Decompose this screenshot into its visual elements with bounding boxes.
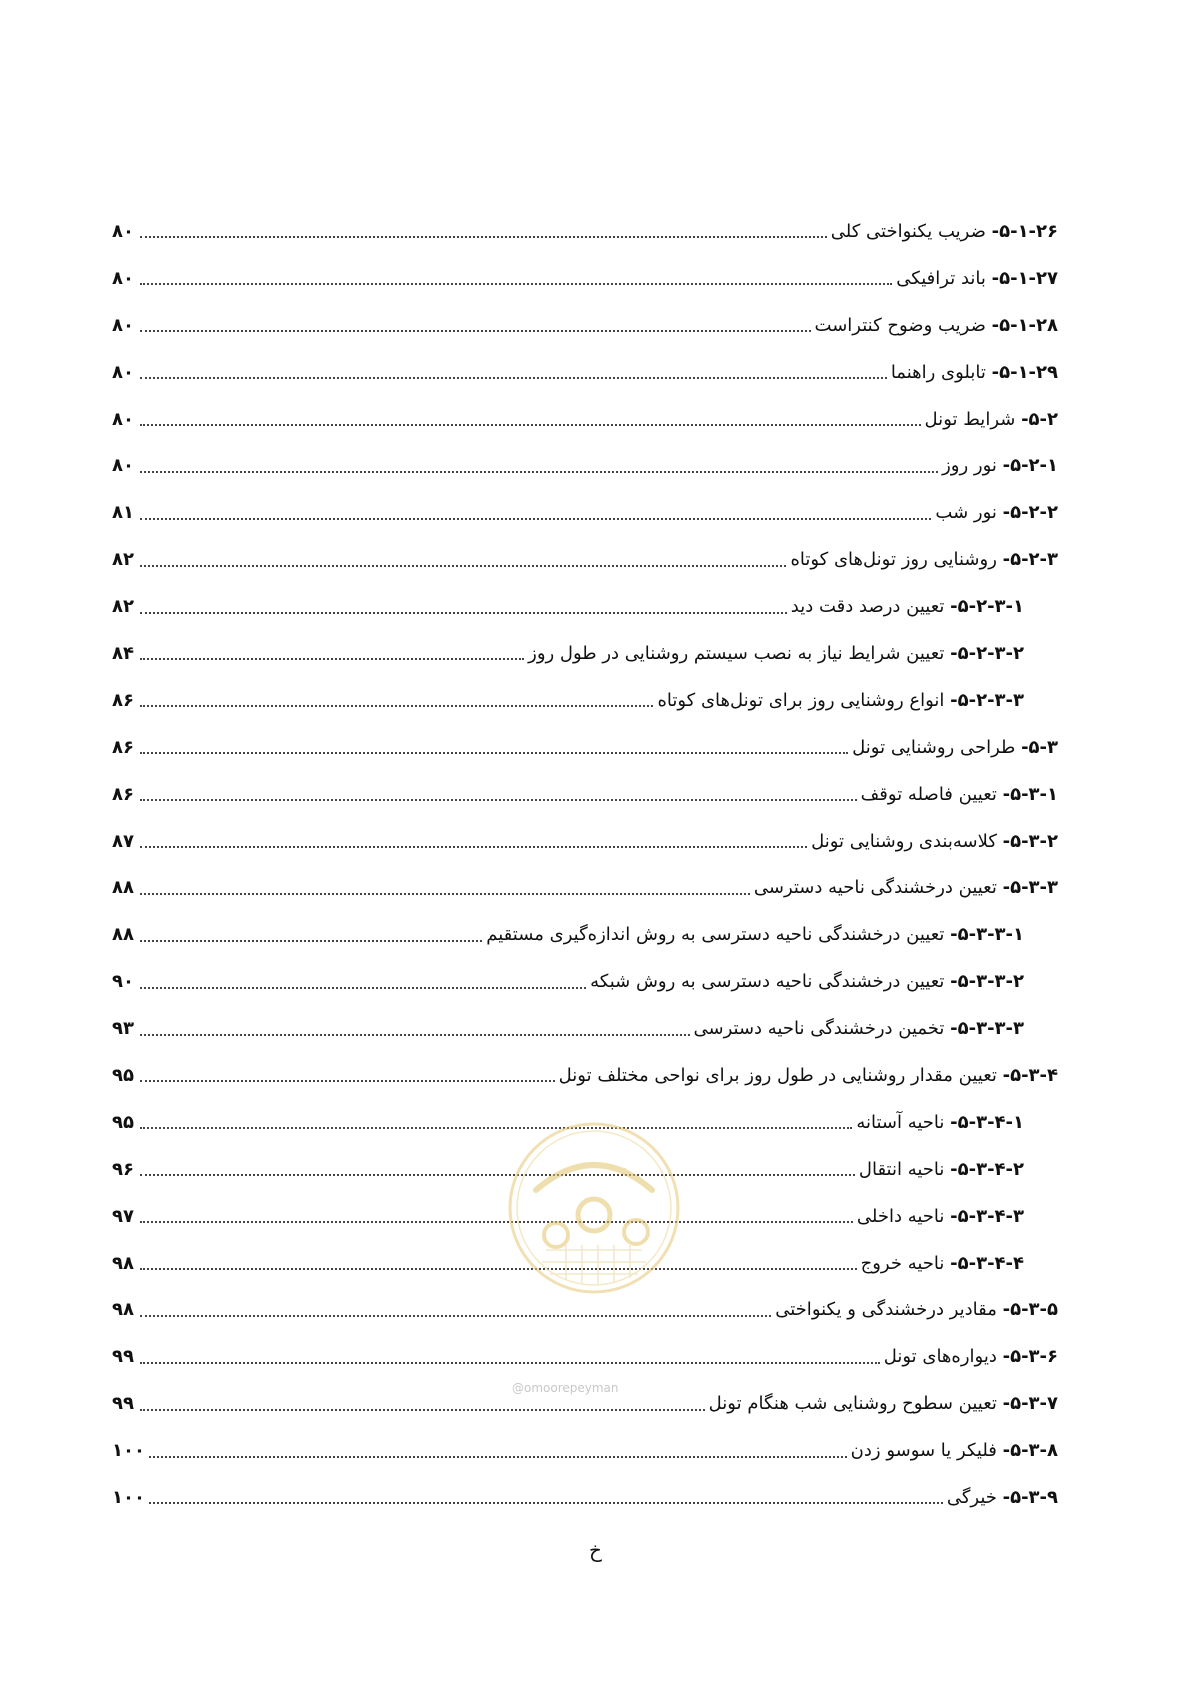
watermark-handle: @omoorepeyman: [512, 1381, 619, 1395]
toc-leader-dots: [140, 377, 887, 379]
toc-leader-dots: [140, 658, 524, 660]
toc-leader-dots: [149, 1502, 943, 1504]
toc-entry: [942, 455, 1058, 476]
toc-entry-number: ۵-۳-۷-: [1002, 1393, 1058, 1415]
toc-entry-title: شرایط تونل: [924, 408, 1022, 430]
toc-entry-number: ۵-۲-۳-: [1002, 549, 1058, 571]
toc-entry-number: ۵-۳-۳-۲-: [950, 971, 1024, 993]
toc-leader-dots: [140, 236, 827, 238]
toc-entry: [935, 502, 1058, 523]
toc-entry-number: ۵-۳-۹-: [1002, 1486, 1058, 1508]
toc-entry-number: ۵-۳-۱-: [1002, 783, 1058, 805]
toc-entry-title: خیرگی: [946, 1486, 1003, 1508]
toc-entry-title: تعیین فاصله توقف: [860, 783, 1003, 805]
toc-page-number: ۸۲: [112, 549, 134, 571]
toc-page-number: ۸۴: [112, 642, 134, 664]
toc-leader-dots: [140, 424, 921, 426]
toc-row[interactable]: [112, 255, 1058, 302]
toc-row[interactable]: [112, 1333, 1058, 1380]
toc-page-number: ۸۶: [112, 689, 134, 711]
toc-entry-title: تعیین درصد دقت دید: [790, 596, 951, 618]
toc-page-number: ۸۱: [112, 502, 134, 524]
toc-entry-number: ۵-۲-۳-۱-: [950, 596, 1024, 618]
toc-page-number: ۹۸: [112, 1252, 134, 1274]
seal-watermark-icon: [506, 1120, 682, 1296]
toc-entry-title: تخمین درخشندگی ناحیه دسترسی: [693, 1018, 951, 1040]
toc-entry-title: ضریب یکنواختی کلی: [830, 220, 992, 242]
toc-entry-number: ۵-۳-۸-: [1002, 1440, 1058, 1462]
toc-entry-number: ۵-۱-۲۶-: [991, 220, 1058, 242]
toc-leader-dots: [140, 1221, 853, 1223]
toc-row[interactable]: [112, 442, 1058, 489]
toc-entry-number: ۵-۳-۴-۴-: [950, 1252, 1024, 1274]
toc-entry-number: ۵-۳-۳-۱-: [950, 924, 1024, 946]
toc-leader-dots: [140, 1080, 555, 1082]
toc-row[interactable]: [112, 1052, 1058, 1099]
toc-entry-number: ۵-۱-۲۷-: [991, 267, 1058, 289]
toc-page-number: ۸۰: [112, 314, 134, 336]
toc-entry-title: فلیکر یا سوسو زدن: [850, 1440, 1003, 1462]
toc-entry-number: ۵-۳-۵-: [1002, 1299, 1058, 1321]
toc-page-number: ۸۶: [112, 736, 134, 758]
toc-entry: [851, 1440, 1058, 1461]
toc-entry: [754, 877, 1058, 898]
toc-entry-title: تابلوی راهنما: [890, 361, 992, 383]
toc-page-number: ۹۵: [112, 1064, 134, 1086]
toc-leader-dots: [140, 1268, 857, 1270]
toc-entry-number: ۵-۳-۲-: [1002, 830, 1058, 852]
toc-entry: [831, 221, 1058, 242]
toc-row[interactable]: [112, 1005, 1058, 1052]
toc-entry-title: دیواره‌های تونل: [883, 1346, 1003, 1368]
toc-entry: [486, 924, 1024, 945]
toc-entry: [528, 643, 1024, 664]
toc-entry-number: ۵-۱-۲۹-: [991, 361, 1058, 383]
toc-row[interactable]: [112, 208, 1058, 255]
toc-entry-title: تعیین شرایط نیاز به نصب سیستم روشنایی در طول روز: [528, 642, 951, 664]
toc-entry: [856, 1112, 1024, 1133]
toc-leader-dots: [140, 565, 786, 567]
toc-row[interactable]: [112, 724, 1058, 771]
toc-leader-dots: [140, 1409, 705, 1411]
toc-entry: [896, 268, 1058, 289]
toc-page-number: ۹۷: [112, 1205, 134, 1227]
toc-leader-dots: [140, 799, 857, 801]
toc-page-number: ۹۰: [112, 971, 134, 993]
toc-row[interactable]: [112, 630, 1058, 677]
toc-leader-dots: [140, 987, 586, 989]
toc-entry: [891, 362, 1058, 383]
toc-leader-dots: [140, 1362, 880, 1364]
toc-entry-number: ۵-۲-۲-: [1002, 502, 1058, 524]
toc-entry-number: ۵-۳-۳-: [1002, 877, 1058, 899]
toc-entry: [815, 315, 1058, 336]
toc-row[interactable]: [112, 771, 1058, 818]
toc-entry-title: نور شب: [935, 502, 1003, 524]
toc-entry-title: تعیین درخشندگی ناحیه دسترسی: [753, 877, 1003, 899]
toc-entry: [790, 549, 1058, 570]
toc-page-number: ۹۳: [112, 1018, 134, 1040]
toc-leader-dots: [140, 846, 807, 848]
table-of-contents: [112, 208, 1058, 1521]
toc-page-number: ۹۵: [112, 1111, 134, 1133]
toc-entry-title: کلاسه‌بندی روشنایی تونل: [811, 830, 1003, 852]
toc-entry-number: ۵-۲-۳-۳-: [950, 689, 1024, 711]
toc-entry-number: ۵-۳-۶-: [1002, 1346, 1058, 1368]
toc-leader-dots: [140, 283, 892, 285]
toc-entry-number: ۵-۳-۴-۱-: [950, 1111, 1024, 1133]
toc-entry-title: ضریب وضوح کنتراست: [814, 314, 992, 336]
toc-entry: [590, 971, 1024, 992]
toc-entry-number: ۵-۳-۴-: [1002, 1064, 1058, 1086]
toc-page-number: ۸۰: [112, 408, 134, 430]
toc-entry: [775, 1299, 1058, 1320]
toc-row[interactable]: [112, 864, 1058, 911]
page-footer-letter: خ: [589, 1538, 602, 1562]
toc-row[interactable]: [112, 396, 1058, 443]
toc-leader-dots: [140, 893, 750, 895]
toc-entry-title: نور روز: [942, 455, 1003, 477]
toc-row[interactable]: [112, 1474, 1058, 1521]
toc-entry-number: ۵-۲-۱-: [1002, 455, 1058, 477]
toc-leader-dots: [140, 330, 811, 332]
toc-entry-title: تعیین درخشندگی ناحیه دسترسی به روش شبکه: [590, 971, 951, 993]
toc-leader-dots: [149, 1456, 847, 1458]
toc-leader-dots: [140, 1174, 855, 1176]
toc-entry-number: ۵-۱-۲۸-: [991, 314, 1058, 336]
toc-row[interactable]: [112, 1427, 1058, 1474]
toc-leader-dots: [140, 1127, 852, 1129]
toc-entry-title: تعیین درخشندگی ناحیه دسترسی به روش اندازه‌گیری مستقیم: [486, 924, 951, 946]
toc-row[interactable]: [112, 349, 1058, 396]
toc-entry: [857, 1206, 1024, 1227]
toc-entry-title: باند ترافیکی: [896, 267, 992, 289]
toc-leader-dots: [140, 1315, 771, 1317]
toc-entry: [791, 596, 1024, 617]
toc-entry-number: ۵-۳-: [1021, 736, 1058, 758]
toc-entry: [859, 1159, 1024, 1180]
toc-entry-number: ۵-۲-۳-۲-: [950, 642, 1024, 664]
toc-entry: [657, 690, 1024, 711]
toc-page-number: ۹۹: [112, 1393, 134, 1415]
toc-page-number: ۸۲: [112, 596, 134, 618]
toc-entry: [861, 1253, 1024, 1274]
toc-leader-dots: [140, 1034, 690, 1036]
toc-leader-dots: [140, 705, 653, 707]
toc-page-number: ۸۸: [112, 877, 134, 899]
toc-entry-number: ۵-۲-: [1021, 408, 1058, 430]
toc-row[interactable]: [112, 583, 1058, 630]
toc-entry: [559, 1065, 1058, 1086]
toc-page-number: ۸۸: [112, 924, 134, 946]
toc-entry-number: ۵-۳-۴-۲-: [950, 1158, 1024, 1180]
toc-row[interactable]: [112, 536, 1058, 583]
toc-row[interactable]: [112, 958, 1058, 1005]
toc-entry: [925, 409, 1058, 430]
toc-entry-title: مقادیر درخشندگی و یکنواختی: [775, 1299, 1003, 1321]
toc-page-number: ۸۰: [112, 455, 134, 477]
toc-page-number: ۹۶: [112, 1158, 134, 1180]
toc-entry-title: ناحیه انتقال: [858, 1158, 951, 1180]
toc-row[interactable]: [112, 818, 1058, 865]
toc-entry: [811, 831, 1058, 852]
toc-row[interactable]: [112, 302, 1058, 349]
toc-entry-title: انواع روشنایی روز برای تونل‌های کوتاه: [657, 689, 951, 711]
toc-page-number: ۸۰: [112, 361, 134, 383]
toc-entry-number: ۵-۳-۳-۳-: [950, 1018, 1024, 1040]
toc-entry-title: روشنایی روز تونل‌های کوتاه: [790, 549, 1003, 571]
toc-entry: [709, 1393, 1058, 1414]
toc-row[interactable]: [112, 677, 1058, 724]
toc-row[interactable]: [112, 489, 1058, 536]
toc-page-number: ۱۰۰: [112, 1440, 145, 1462]
toc-entry: [884, 1346, 1058, 1367]
toc-page-number: ۹۹: [112, 1346, 134, 1368]
toc-page-number: ۸۷: [112, 830, 134, 852]
toc-page-number: ۸۰: [112, 267, 134, 289]
toc-leader-dots: [140, 471, 938, 473]
toc-entry: [694, 1018, 1025, 1039]
toc-leader-dots: [140, 612, 787, 614]
toc-entry-title: تعیین مقدار روشنایی در طول روز برای نواحی مختلف تونل: [558, 1064, 1003, 1086]
toc-page-number: ۸۰: [112, 220, 134, 242]
toc-page-number: ۹۸: [112, 1299, 134, 1321]
toc-row[interactable]: [112, 911, 1058, 958]
toc-entry-number: ۵-۳-۴-۳-: [950, 1205, 1024, 1227]
toc-leader-dots: [140, 940, 482, 942]
toc-entry-title: طراحی روشنایی تونل: [852, 736, 1022, 758]
toc-entry-title: ناحیه خروج: [860, 1252, 951, 1274]
toc-page-number: ۱۰۰: [112, 1486, 145, 1508]
toc-entry: [861, 784, 1058, 805]
toc-entry-title: تعیین سطوح روشنایی شب هنگام تونل: [708, 1393, 1003, 1415]
toc-leader-dots: [140, 518, 931, 520]
toc-page-number: ۸۶: [112, 783, 134, 805]
toc-leader-dots: [140, 752, 848, 754]
toc-entry-title: ناحیه آستانه: [856, 1111, 951, 1133]
toc-entry: [852, 737, 1058, 758]
toc-entry: [947, 1487, 1058, 1508]
toc-entry-title: ناحیه داخلی: [856, 1205, 951, 1227]
